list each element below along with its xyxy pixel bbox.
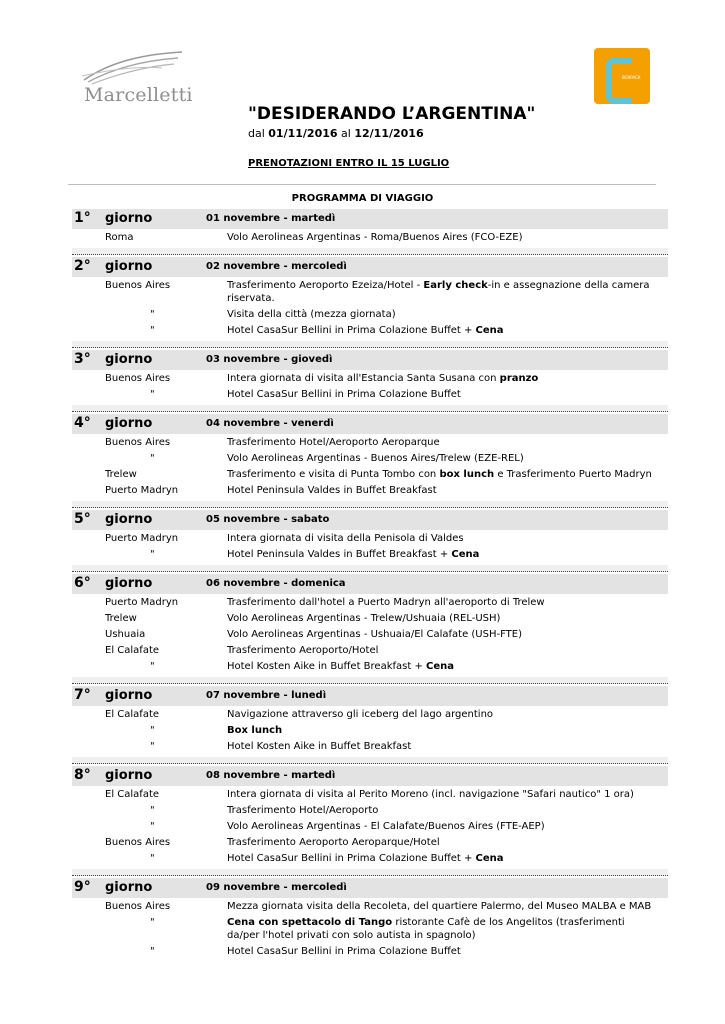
row-description [227, 388, 657, 401]
row-description [227, 820, 657, 833]
day-separator [72, 501, 668, 508]
day-block [72, 257, 668, 348]
itinerary-row [72, 450, 668, 466]
day-word: giorno [105, 416, 153, 431]
day-word: giorno [105, 259, 153, 274]
day-header [72, 766, 668, 786]
row-description [227, 452, 657, 465]
day-date: 03 novembre - giovedì [206, 354, 333, 365]
row-location: " [150, 853, 155, 864]
row-location: El Calafate [105, 789, 160, 800]
day-separator [72, 869, 668, 876]
description-text: Hotel Kosten Aike in Buffet Breakfast [227, 741, 412, 752]
description-text: Hotel Kosten Aike in Buffet Breakfast + [227, 661, 427, 672]
itinerary-row [72, 626, 668, 642]
day-block [72, 510, 668, 572]
row-description [227, 436, 657, 449]
description-text: Trasferimento Hotel/Aeroporto Aeroparque [227, 437, 440, 448]
day-number: 5° [74, 511, 91, 527]
program-title: PROGRAMMA DI VIAGGIO [291, 193, 434, 204]
row-description [227, 916, 657, 942]
row-description [227, 596, 657, 609]
description-bold: pranzo [499, 373, 539, 384]
tour-title: "DESIDERANDO L’ARGENTINA" [248, 104, 536, 124]
itinerary-row [72, 850, 668, 866]
day-word: giorno [105, 211, 153, 226]
itinerary [72, 209, 668, 959]
row-description [227, 724, 657, 737]
day-date: 05 novembre - sabato [206, 514, 330, 525]
marcelletti-logo [78, 50, 193, 110]
row-location: Ushuaia [105, 629, 146, 640]
day-header [72, 350, 668, 370]
itinerary-row [72, 786, 668, 802]
day-block [72, 766, 668, 876]
day-separator [72, 677, 668, 684]
row-location: " [150, 725, 155, 736]
day-date: 07 novembre - lunedì [206, 690, 327, 701]
description-bold: Cena [426, 661, 455, 672]
itinerary-row [72, 610, 668, 626]
itinerary-row [72, 229, 668, 245]
itinerary-row [72, 322, 668, 338]
description-text: Trasferimento Aeroporto Ezeiza/Hotel - [227, 280, 424, 291]
description-text: Hotel CasaSur Bellini in Prima Colazione Buffet [227, 389, 461, 400]
description-bold: Cena [475, 325, 504, 336]
day-number: 9° [74, 879, 91, 895]
row-location: Buenos Aires [105, 373, 171, 384]
itinerary-row [72, 898, 668, 914]
row-description [227, 804, 657, 817]
day-header [72, 878, 668, 898]
itinerary-row [72, 530, 668, 546]
day-block [72, 414, 668, 508]
description-text: Volo Aerolineas Argentinas - Roma/Buenos Aires (FCO-EZE) [227, 232, 523, 243]
row-location: Buenos Aires [105, 437, 171, 448]
description-text: Intera giornata di visita all'Estancia Santa Susana con [227, 373, 500, 384]
itinerary-row [72, 466, 668, 482]
description-bold: Cena [451, 549, 480, 560]
dates-prefix: dal [248, 127, 265, 140]
row-location: " [150, 549, 155, 560]
day-separator [72, 248, 668, 255]
description-text: -in e assegnazione della camera riservata. [227, 280, 650, 304]
row-location: " [150, 917, 155, 928]
row-location: " [150, 453, 155, 464]
day-header [72, 574, 668, 594]
row-description [227, 372, 657, 385]
description-text: e Trasferimento Puerto Madryn [494, 469, 652, 480]
description-bold: box lunch [439, 469, 495, 480]
day-block [72, 686, 668, 764]
day-word: giorno [105, 512, 153, 527]
itinerary-row [72, 722, 668, 738]
row-location: " [150, 741, 155, 752]
description-text: Intera giornata di visita della Penisola di Valdes [227, 533, 464, 544]
row-location: El Calafate [105, 645, 160, 656]
row-description [227, 740, 657, 753]
itinerary-row [72, 277, 668, 306]
description-bold: Box lunch [227, 725, 283, 736]
description-bold: Cena [475, 853, 504, 864]
description-text: Trasferimento dall'hotel a Puerto Madryn all'aeroporto di Trelew [227, 597, 545, 608]
day-block [72, 574, 668, 684]
row-location: " [150, 805, 155, 816]
description-text: Mezza giornata visita della Recoleta, del quartiere Palermo, del Museo MALBA e MAB [227, 901, 652, 912]
day-header [72, 257, 668, 277]
day-separator [72, 405, 668, 412]
itinerary-row [72, 802, 668, 818]
day-date: 01 novembre - martedì [206, 213, 336, 224]
day-word: giorno [105, 688, 153, 703]
row-location: Puerto Madryn [105, 485, 179, 496]
row-description [227, 836, 657, 849]
description-text: Visita della città (mezza giornata) [227, 309, 396, 320]
itinerary-row [72, 914, 668, 943]
day-word: giorno [105, 880, 153, 895]
description-text: ristorante Cafè de los Angelitos (trasferimenti da/per l'hotel privati con solo autista in spagnolo) [227, 917, 625, 941]
row-location: Puerto Madryn [105, 533, 179, 544]
itinerary-row [72, 306, 668, 322]
row-location: Roma [105, 232, 134, 243]
row-description [227, 308, 657, 321]
row-description [227, 708, 657, 721]
brand-name: Marcelletti [84, 84, 193, 106]
badge-text: BOXPACK [622, 75, 641, 80]
row-location: " [150, 389, 155, 400]
day-separator [72, 341, 668, 348]
day-block [72, 209, 668, 255]
day-date: 09 novembre - mercoledì [206, 882, 347, 893]
row-description [227, 852, 657, 865]
row-location: El Calafate [105, 709, 160, 720]
row-description [227, 279, 657, 305]
row-location: " [150, 325, 155, 336]
description-text: Hotel Peninsula Valdes in Buffet Breakfast [227, 485, 437, 496]
tour-dates [248, 127, 424, 140]
itinerary-row [72, 738, 668, 754]
day-number: 3° [74, 351, 91, 367]
day-date: 08 novembre - martedì [206, 770, 336, 781]
row-description [227, 468, 657, 481]
day-date: 06 novembre - domenica [206, 578, 346, 589]
description-text: Hotel Peninsula Valdes in Buffet Breakfast + [227, 549, 452, 560]
date-from: 01/11/2016 [268, 127, 338, 140]
row-location: " [150, 821, 155, 832]
day-block [72, 878, 668, 959]
description-bold: Early check [423, 280, 488, 291]
itinerary-row [72, 594, 668, 610]
itinerary-row [72, 706, 668, 722]
row-description [227, 945, 657, 958]
row-description [227, 612, 657, 625]
booking-deadline: PRENOTAZIONI ENTRO IL 15 LUGLIO [248, 158, 450, 169]
description-text: Hotel CasaSur Bellini in Prima Colazione Buffet [227, 946, 461, 957]
description-bold: Cena con spettacolo di Tango [227, 917, 393, 928]
description-text: Hotel CasaSur Bellini in Prima Colazione Buffet + [227, 325, 476, 336]
description-text: Hotel CasaSur Bellini in Prima Colazione Buffet + [227, 853, 476, 864]
day-number: 7° [74, 687, 91, 703]
itinerary-row [72, 818, 668, 834]
description-text: Navigazione attraverso gli iceberg del lago argentino [227, 709, 494, 720]
date-to: 12/11/2016 [354, 127, 424, 140]
description-text: Volo Aerolineas Argentinas - Buenos Aires/Trelew (EZE-REL) [227, 453, 524, 464]
description-text: Volo Aerolineas Argentinas - Trelew/Ushuaia (REL-USH) [227, 613, 501, 624]
row-description [227, 231, 657, 244]
row-location: " [150, 946, 155, 957]
day-number: 8° [74, 767, 91, 783]
day-header [72, 686, 668, 706]
itinerary-row [72, 943, 668, 959]
description-text: Trasferimento Aeroporto Aeroparque/Hotel [227, 837, 440, 848]
boxpack-badge [594, 48, 650, 104]
row-location: Buenos Aires [105, 280, 171, 291]
swoosh-icon [78, 50, 188, 86]
day-header [72, 510, 668, 530]
day-block [72, 350, 668, 412]
itinerary-row [72, 658, 668, 674]
row-location: Buenos Aires [105, 901, 171, 912]
row-location: " [150, 309, 155, 320]
row-location: Trelew [105, 613, 137, 624]
itinerary-row [72, 386, 668, 402]
row-description [227, 788, 657, 801]
itinerary-row [72, 834, 668, 850]
day-separator [72, 565, 668, 572]
description-text: Intera giornata di visita al Perito Moreno (incl. navigazione "Safari nautico" 1 ora) [227, 789, 634, 800]
row-description [227, 548, 657, 561]
description-text: Volo Aerolineas Argentinas - Ushuaia/El Calafate (USH-FTE) [227, 629, 523, 640]
day-number: 4° [74, 415, 91, 431]
day-word: giorno [105, 576, 153, 591]
day-header [72, 209, 668, 229]
dates-mid: al [341, 127, 351, 140]
description-text: Trasferimento Hotel/Aeroporto [227, 805, 379, 816]
day-word: giorno [105, 352, 153, 367]
header-divider [68, 184, 656, 185]
row-description [227, 532, 657, 545]
day-number: 2° [74, 258, 91, 274]
row-location: Trelew [105, 469, 137, 480]
day-word: giorno [105, 768, 153, 783]
row-description [227, 900, 657, 913]
row-description [227, 644, 657, 657]
itinerary-row [72, 434, 668, 450]
day-separator [72, 757, 668, 764]
description-text: Volo Aerolineas Argentinas - El Calafate/Buenos Aires (FTE-AEP) [227, 821, 545, 832]
itinerary-row [72, 482, 668, 498]
day-number: 1° [74, 210, 91, 226]
row-description [227, 484, 657, 497]
row-description [227, 628, 657, 641]
itinerary-row [72, 642, 668, 658]
itinerary-row [72, 370, 668, 386]
description-text: Trasferimento Aeroporto/Hotel [227, 645, 379, 656]
row-location: Puerto Madryn [105, 597, 179, 608]
day-number: 6° [74, 575, 91, 591]
row-location: Buenos Aires [105, 837, 171, 848]
description-text: Trasferimento e visita di Punta Tombo con [227, 469, 440, 480]
day-date: 04 novembre - venerdì [206, 418, 334, 429]
row-location: " [150, 661, 155, 672]
badge-glyph-icon [606, 58, 632, 104]
day-header [72, 414, 668, 434]
row-description [227, 324, 657, 337]
row-description [227, 660, 657, 673]
itinerary-row [72, 546, 668, 562]
day-date: 02 novembre - mercoledì [206, 261, 347, 272]
